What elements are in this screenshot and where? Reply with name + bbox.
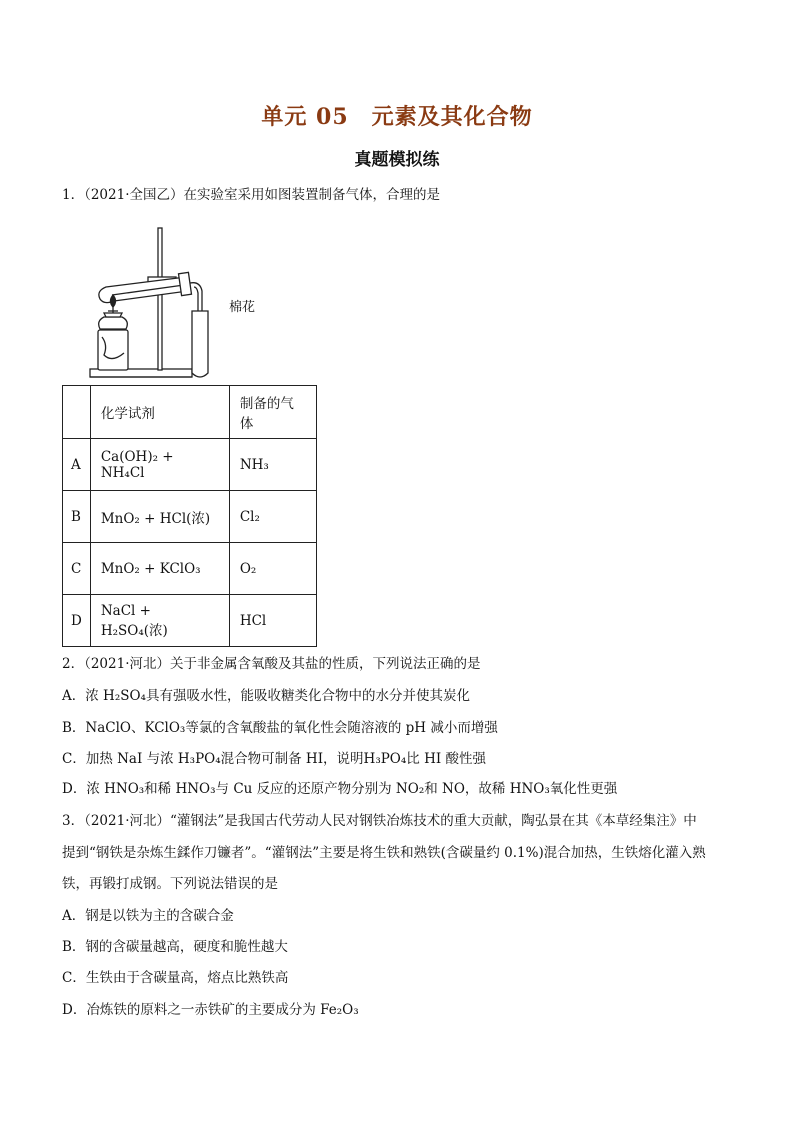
table-header-row: [63, 386, 317, 439]
question-2-stem: 2．（2021·河北）关于非金属含氧酸及其盐的性质，下列说法正确的是: [62, 656, 481, 672]
question-2-option-b: B．NaClO、KClO₃等氯的含氧酸盐的氧化性会随溶液的 pH 减小而增强: [62, 720, 498, 736]
question-3-option-b: B．钢的含碳量越高，硬度和脆性越大: [62, 939, 288, 955]
reagent-cell: Ca(OH)₂ + NH₄Cl: [90, 439, 229, 491]
question-3-option-d: D．冶炼铁的原料之一赤铁矿的主要成分为 Fe₂O₃: [62, 1002, 359, 1018]
table-row: [63, 543, 317, 595]
question-3-option-c: C．生铁由于含碳量高，熔点比熟铁高: [62, 970, 289, 986]
question-2-option-a: A．浓 H₂SO₄具有强吸水性，能吸收糖类化合物中的水分并使其炭化: [62, 688, 470, 704]
gas-cell: NH₃: [229, 439, 316, 491]
question-3-stem-line-1: 3．（2021·河北）“灌钢法”是我国古代劳动人民对钢铁冶炼技术的重大贡献，陶弘景在其《本草经集注》中: [62, 813, 697, 829]
table-header-cell: 化学试剂: [90, 386, 229, 439]
table-row: [63, 439, 317, 491]
question-1-stem: 1．（2021·全国乙）在实验室采用如图装置制备气体，合理的是: [62, 187, 440, 203]
gas-cell: O₂: [229, 543, 316, 595]
table-row: [63, 595, 317, 647]
option-letter: B: [63, 491, 91, 543]
question-2-option-c: C．加热 NaI 与浓 H₃PO₄混合物可制备 HI，说明H₃PO₄比 HI 酸性强: [62, 751, 486, 767]
reagent-cell: MnO₂ + KClO₃: [90, 543, 229, 595]
option-letter: C: [63, 543, 91, 595]
page-subtitle: 真题模拟练: [354, 150, 440, 170]
question-3-option-a: A．钢是以铁为主的含碳合金: [62, 908, 234, 924]
page-title: 单元 05 元素及其化合物: [261, 104, 533, 130]
question-3-stem-line-2: 提到“钢铁是杂炼生鍒作刀镰者”。“灌钢法”主要是将生铁和熟铁(含碳量约 0.1%)混合加热，生铁熔化灌入熟: [62, 845, 706, 861]
cotton-label: 棉花: [229, 300, 256, 315]
table-header-cell: [63, 386, 91, 439]
gas-cell: HCl: [229, 595, 316, 647]
reagent-cell: MnO₂ + HCl(浓): [90, 491, 229, 543]
question-2-option-d: D．浓 HNO₃和稀 HNO₃与 Cu 反应的还原产物分别为 NO₂和 NO，故稀 HNO₃氧化性更强: [62, 781, 618, 797]
option-letter: D: [63, 595, 91, 647]
option-letter: A: [63, 439, 91, 491]
table-row: [63, 491, 317, 543]
question-3-stem-line-3: 铁，再锻打成钢。下列说法错误的是: [62, 876, 278, 892]
choices-table: [62, 385, 317, 647]
table-header-cell: 制备的气体: [229, 386, 316, 439]
reagent-cell: NaCl + H₂SO₄(浓): [90, 595, 229, 647]
gas-cell: Cl₂: [229, 491, 316, 543]
